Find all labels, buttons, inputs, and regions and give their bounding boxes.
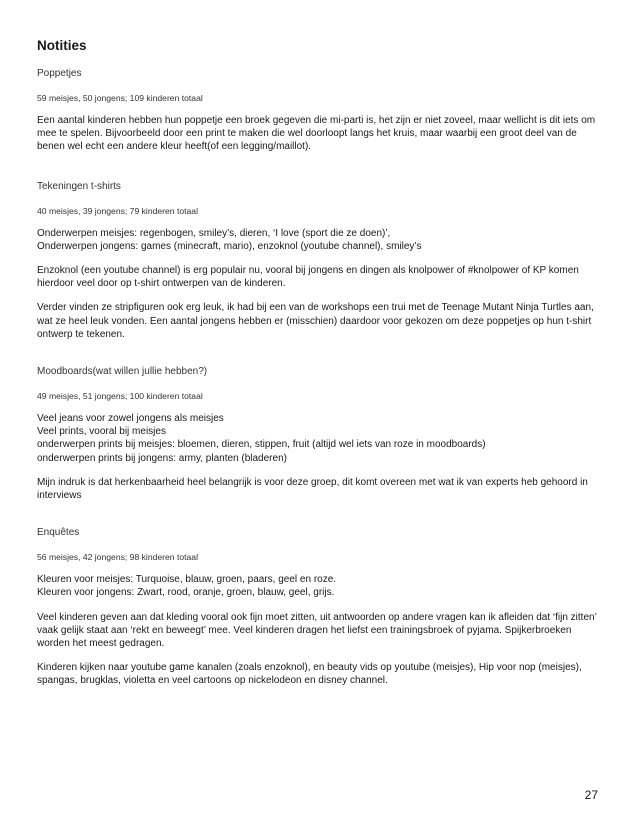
section-stats: 49 meisjes, 51 jongens; 100 kinderen totaal — [37, 391, 203, 402]
section-title: Poppetjes — [37, 68, 82, 79]
paragraph — [37, 412, 597, 465]
paragraph — [37, 573, 597, 599]
paragraph-line: Kinderen kijken naar youtube game kanalen (zoals enzoknol), en beauty vids op youtube (meisjes), Hip voor nop (meisjes), spangas, brugklas, violetta en veel cartoons op nickelodeon en disney channel. — [37, 662, 582, 687]
paragraph-line: Enzoknol (een youtube channel) is erg populair nu, vooral bij jongens en dingen als knolpower of #knolpower of KP komen hierdoor veel door op t-shirt ontwerpen van de kinderen. — [37, 265, 579, 290]
paragraph-line: Onderwerpen jongens: games (minecraft, mario), enzoknol (youtube channel), smiley’s — [37, 240, 422, 252]
section-title: Moodboards(wat willen jullie hebben?) — [37, 366, 208, 378]
paragraph — [37, 227, 597, 253]
paragraph-line: Verder vinden ze stripfiguren ook erg leuk, ik had bij een van de workshops een trui met de Teenage Mutant Ninja Turtles aan, wat ze heel leuk vonden. Een aantal jongens hebben er (misschien) daardoor voor gekozen om deze poppetjes op hun t-shirt ontwerp te tekenen. — [37, 302, 594, 340]
paragraph-line: Kleuren voor meisjes: Turquoise, blauw, groen, paars, geel en roze. — [37, 574, 337, 586]
paragraph-line: Veel kinderen geven aan dat kleding vooral ook fijn moet zitten, uit antwoorden op andere vragen kan ik afleiden dat ‘fijn zitten’ vaak gelijk staat aan ‘rekt en beweegt’ mee. Veel kinderen dragen het liefst een trainingsbroek of pyjama. Spijkerbroeken worden het meest gedragen. — [37, 611, 597, 650]
page-number: 27 — [584, 788, 598, 802]
page-title: Notities — [37, 38, 87, 53]
paragraph-line: Veel prints, vooral bij meisjes — [37, 426, 166, 438]
paragraph — [37, 476, 597, 502]
paragraph-line: Mijn indruk is dat herkenbaarheid heel belangrijk is voor deze groep, dit komt overeen met wat ik van experts heb gehoord in interviews — [37, 476, 588, 502]
paragraph-line: onderwerpen prints bij jongens: army, planten (bladeren) — [37, 452, 287, 464]
section-stats: 59 meisjes, 50 jongens; 109 kinderen totaal — [37, 93, 203, 103]
paragraph — [37, 661, 597, 687]
section-stats: 56 meisjes, 42 jongens; 98 kinderen totaal — [37, 552, 198, 563]
section-enquetes — [37, 526, 597, 687]
paragraph-line: Veel jeans voor zowel jongens als meisjes — [37, 413, 224, 425]
section-moodboards — [37, 365, 597, 502]
document-page — [37, 37, 597, 712]
section-tekeningen — [37, 180, 597, 341]
paragraph-line: Onderwerpen meisjes: regenbogen, smiley’s, dieren, ‘I love (sport die ze doen)’, — [37, 227, 391, 239]
paragraph — [37, 301, 597, 341]
paragraph — [37, 264, 597, 290]
section-title: Tekeningen t-shirts — [37, 180, 121, 192]
paragraph — [37, 611, 597, 651]
paragraph-line: Een aantal kinderen hebben hun poppetje een broek gegeven die mi-parti is, het zijn er niet zoveel, maar wellicht is dit iets om mee te spelen. Bijvoorbeeld door een print te maken die wel doorloopt langs het kruis, maar waarbij een groot deel van de benen wel echt een andere kleur heeft(of een legging/maillot). — [37, 115, 596, 153]
section-stats: 40 meisjes, 39 jongens; 79 kinderen totaal — [37, 205, 198, 216]
paragraph — [37, 114, 597, 154]
section-poppetjes — [37, 67, 597, 154]
section-title: Enquêtes — [37, 527, 80, 539]
paragraph-line: onderwerpen prints bij meisjes: bloemen, dieren, stippen, fruit (altijd wel iets van roze in moodboards) — [37, 439, 486, 451]
paragraph-line: Kleuren voor jongens: Zwart, rood, oranje, groen, blauw, geel, grijs. — [37, 587, 335, 599]
